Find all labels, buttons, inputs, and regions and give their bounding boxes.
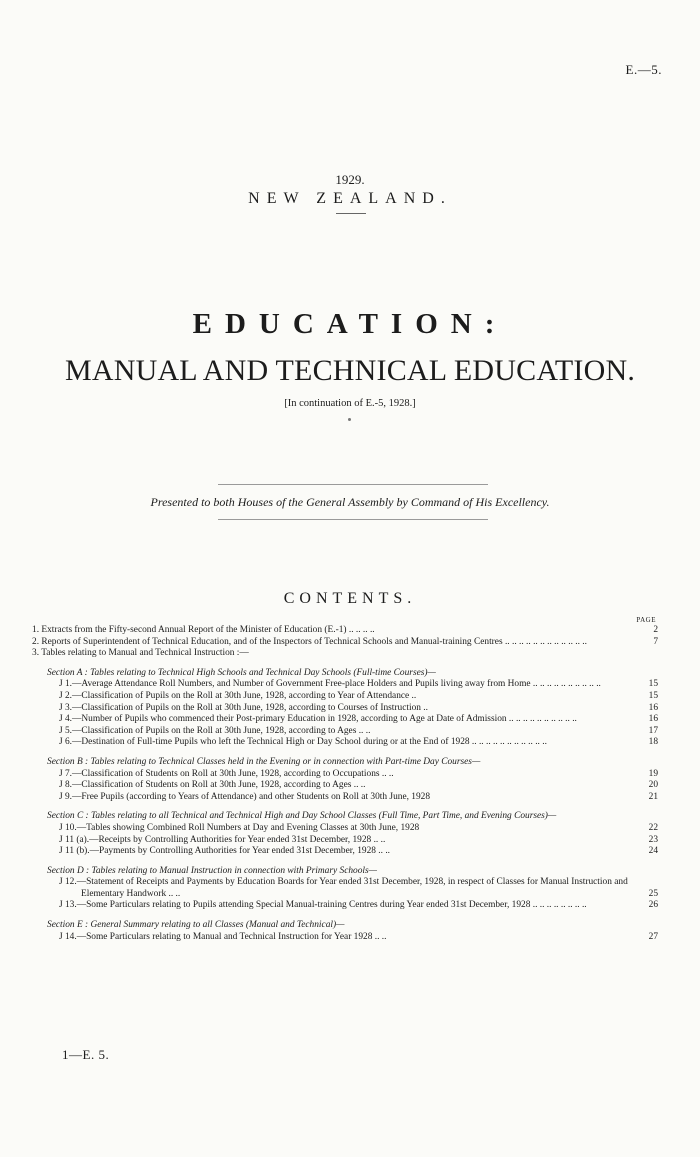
table-entry-text: J 13.—Some Particulars relating to Pupils attending Special Manual-training Centres during Year ended 31st December, 1928 .. .. .. .. .. .. .. .. bbox=[59, 900, 587, 911]
table-entry-text: J 5.—Classification of Pupils on the Roll at 30th June, 1928, according to Ages .. .. bbox=[59, 725, 371, 736]
table-entry-text: J 10.—Tables showing Combined Roll Numbers at Day and Evening Classes at 30th June, 1928 bbox=[59, 822, 420, 833]
divider-rule bbox=[218, 484, 488, 485]
toc-item-text: 2. Reports of Superintendent of Technical Education, and of the Inspectors of Technical Schools and Manual-training Centres .. .. .. .. .. .. .. .. .. .. .. .. bbox=[32, 636, 587, 647]
table-entry-page: 21 bbox=[648, 791, 658, 802]
table-entry-page: 16 bbox=[648, 702, 658, 713]
table-entry-page: 26 bbox=[648, 900, 658, 911]
table-entry bbox=[0, 846, 700, 858]
table-entry bbox=[0, 703, 700, 715]
country-heading: NEW ZEALAND. bbox=[248, 190, 452, 207]
section-heading bbox=[0, 757, 700, 769]
table-entry-page: 16 bbox=[648, 714, 658, 725]
table-entry-page: 22 bbox=[648, 822, 658, 833]
section-heading-text: Section B : Tables relating to Technical Classes held in the Evening or in connection with Part-time Day Courses— bbox=[47, 756, 481, 767]
table-entry bbox=[0, 726, 700, 738]
section-heading bbox=[0, 866, 700, 878]
ornament-dot bbox=[348, 418, 351, 421]
section-heading-text: Section A : Tables relating to Technical High Schools and Technical Day Schools (Full-time Courses)— bbox=[47, 667, 436, 678]
section-heading bbox=[0, 811, 700, 823]
table-entry-text: J 3.—Classification of Pupils on the Roll at 30th June, 1928, according to Courses of Instruction .. bbox=[59, 702, 428, 713]
table-entry-page: 15 bbox=[648, 690, 658, 701]
table-entry bbox=[0, 769, 700, 781]
section-heading bbox=[0, 920, 700, 932]
page-column-label: PAGE bbox=[636, 616, 656, 624]
table-entry bbox=[0, 679, 700, 691]
toc-item-text: 3. Tables relating to Manual and Technical Instruction :— bbox=[32, 648, 249, 659]
table-entry bbox=[0, 900, 700, 912]
table-entry-page: 15 bbox=[648, 679, 658, 690]
table-entry-text: J 2.—Classification of Pupils on the Roll at 30th June, 1928, according to Year of Attendance .. bbox=[59, 690, 417, 701]
report-title: MANUAL AND TECHNICAL EDUCATION. bbox=[64, 354, 636, 387]
table-entry-page: 19 bbox=[648, 768, 658, 779]
toc-item bbox=[0, 648, 700, 660]
table-entry-page: 18 bbox=[648, 737, 658, 748]
table-entry bbox=[0, 877, 700, 900]
table-entry-text: J 1.—Average Attendance Roll Numbers, and Number of Government Free-place Holders and Pupils living away from Home .. .. .. .. .. .. .. .. .. .. bbox=[59, 679, 601, 690]
section-heading-text: Section D : Tables relating to Manual Instruction in connection with Primary Schools— bbox=[47, 865, 378, 876]
table-entry-text: J 8.—Classification of Students on Roll at 30th June, 1928, according to Ages .. .. bbox=[59, 780, 366, 791]
divider-rule bbox=[218, 519, 488, 520]
table-entry-page: 25 bbox=[648, 888, 658, 899]
table-entry-page: 23 bbox=[648, 834, 658, 845]
toc-item-page: 2 bbox=[653, 625, 658, 635]
table-entry bbox=[0, 932, 700, 944]
table-entry-page: 17 bbox=[648, 725, 658, 736]
table-entry-text: J 12.—Statement of Receipts and Payments by Education Boards for Year ended 31st December, 1928, in respect of Classes for Manual Instruction and Elementary Handwork .. .. bbox=[59, 877, 628, 899]
toc-item bbox=[0, 625, 700, 637]
table-entry-text: J 14.—Some Particulars relating to Manual and Technical Instruction for Year 1928 .. .. bbox=[59, 931, 387, 942]
sheet-signature-mark: 1—E. 5. bbox=[62, 1047, 110, 1062]
table-entry-page: 27 bbox=[648, 931, 658, 942]
table-entry bbox=[0, 780, 700, 792]
section-heading bbox=[0, 668, 700, 680]
contents-title: CONTENTS. bbox=[283, 590, 417, 607]
toc-item bbox=[0, 637, 700, 649]
toc-item-page: 7 bbox=[653, 636, 658, 647]
main-heading: EDUCATION: bbox=[192, 308, 508, 340]
divider-rule bbox=[336, 213, 366, 214]
table-entry-page: 20 bbox=[648, 780, 658, 791]
table-entry bbox=[0, 835, 700, 847]
section-heading-text: Section E : General Summary relating to all Classes (Manual and Technical)— bbox=[47, 920, 345, 931]
document-reference: E.—5. bbox=[625, 62, 662, 77]
continuation-note: [In continuation of E.-5, 1928.] bbox=[284, 398, 416, 409]
table-entry-text: J 11 (b).—Payments by Controlling Authorities for Year ended 31st December, 1928 .. .. bbox=[59, 846, 391, 857]
table-entry bbox=[0, 792, 700, 804]
year: 1929. bbox=[335, 172, 365, 187]
table-entry-page: 24 bbox=[648, 846, 658, 857]
presented-line: Presented to both Houses of the General Assembly by Command of His Excellency. bbox=[150, 495, 550, 509]
table-entry-text: J 4.—Number of Pupils who commenced their Post-primary Education in 1928, according to Age at Date of Admission .. .. .. .. .. .. .. .. .. .. bbox=[59, 714, 577, 725]
table-entry-text: J 6.—Destination of Full-time Pupils who left the Technical High or Day School during or at the End of 1928 .. .. .. .. .. .. .. .. .. .. .. bbox=[59, 737, 547, 748]
table-entry bbox=[0, 691, 700, 703]
table-entry-text: J 11 (a).—Receipts by Controlling Authorities for Year ended 31st December, 1928 .. .. bbox=[59, 834, 386, 845]
table-entry-text: J 9.—Free Pupils (according to Years of Attendance) and other Students on Roll at 30th June, 1928 bbox=[59, 791, 431, 802]
table-entry bbox=[0, 714, 700, 726]
table-entry-text: J 7.—Classification of Students on Roll at 30th June, 1928, according to Occupations .. .. bbox=[59, 768, 394, 779]
toc-item-text: 1. Extracts from the Fifty-second Annual Report of the Minister of Education (E.-1) .. .. .. .. bbox=[32, 625, 375, 635]
table-of-contents bbox=[0, 625, 700, 943]
table-entry bbox=[0, 823, 700, 835]
section-heading-text: Section C : Tables relating to all Technical and Technical High and Day School Classes (Full Time, Part Time, and Evening Courses)— bbox=[47, 811, 557, 822]
table-entry bbox=[0, 737, 700, 749]
